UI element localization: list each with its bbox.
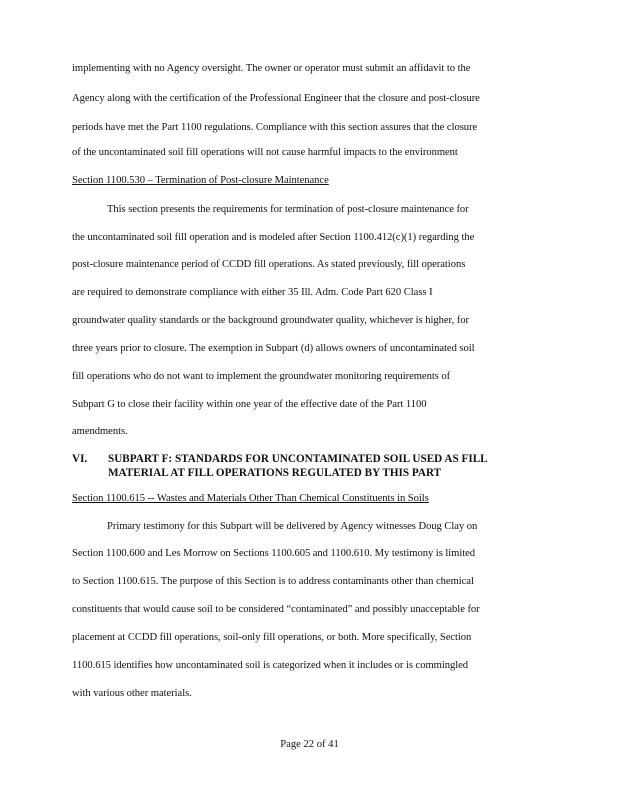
subpart-title-line: MATERIAL AT FILL OPERATIONS REGULATED BY THIS PART — [108, 467, 442, 479]
body-text-line: fill operations who do not want to implement the groundwater monitoring requirements of — [72, 371, 451, 382]
body-text-line: Subpart G to close their facility within one year of the effective date of the Part 1100 — [72, 399, 427, 410]
body-text-line: constituents that would cause soil to be considered “contaminated” and possibly unacceptable for — [72, 604, 480, 615]
section-heading-1100-615: Section 1100.615 -- Wastes and Materials Other Than Chemical Constituents in Soils — [72, 493, 429, 504]
body-text-line: implementing with no Agency oversight. The owner or operator must submit an affidavit to the — [72, 63, 471, 74]
body-text-line: placement at CCDD fill operations, soil-only fill operations, or both. More specifically, Section — [72, 632, 472, 643]
body-text-line: This section presents the requirements for termination of post-closure maintenance for — [107, 204, 469, 215]
body-text-line: periods have met the Part 1100 regulations. Compliance with this section assures that the closure — [72, 122, 478, 133]
body-text-line: to Section 1100.615. The purpose of this Section is to address contaminants other than chemical — [72, 576, 474, 587]
subpart-number: VI. — [72, 453, 88, 465]
body-text-line: Agency along with the certification of the Professional Engineer that the closure and post-closure — [72, 93, 480, 104]
body-text-line: of the uncontaminated soil fill operations will not cause harmful impacts to the environment — [72, 147, 458, 158]
body-text-line: with various other materials. — [72, 688, 192, 699]
body-text-line: groundwater quality standards or the background groundwater quality, whichever is higher, for — [72, 315, 469, 326]
section-heading-1100-530: Section 1100.530 – Termination of Post-closure Maintenance — [72, 175, 329, 186]
body-text-line: the uncontaminated soil fill operation and is modeled after Section 1100.412(c)(1) regarding the — [72, 232, 475, 243]
body-text-line: post-closure maintenance period of CCDD fill operations. As stated previously, fill operations — [72, 259, 466, 270]
body-text-line: amendments. — [72, 426, 128, 437]
body-text-line: are required to demonstrate compliance with either 35 Ill. Adm. Code Part 620 Class I — [72, 287, 433, 298]
body-text-line: Section 1100.600 and Les Morrow on Sections 1100.605 and 1100.610. My testimony is limited — [72, 548, 476, 559]
subpart-title-line: SUBPART F: STANDARDS FOR UNCONTAMINATED SOIL USED AS FILL — [108, 453, 488, 465]
body-text-line: 1100.615 identifies how uncontaminated soil is categorized when it includes or is commingled — [72, 660, 469, 671]
page-number: Page 22 of 41 — [280, 739, 339, 750]
body-text-line: Primary testimony for this Subpart will be delivered by Agency witnesses Doug Clay on — [107, 521, 478, 532]
body-text-line: three years prior to closure. The exemption in Subpart (d) allows owners of uncontaminated soil — [72, 343, 475, 354]
